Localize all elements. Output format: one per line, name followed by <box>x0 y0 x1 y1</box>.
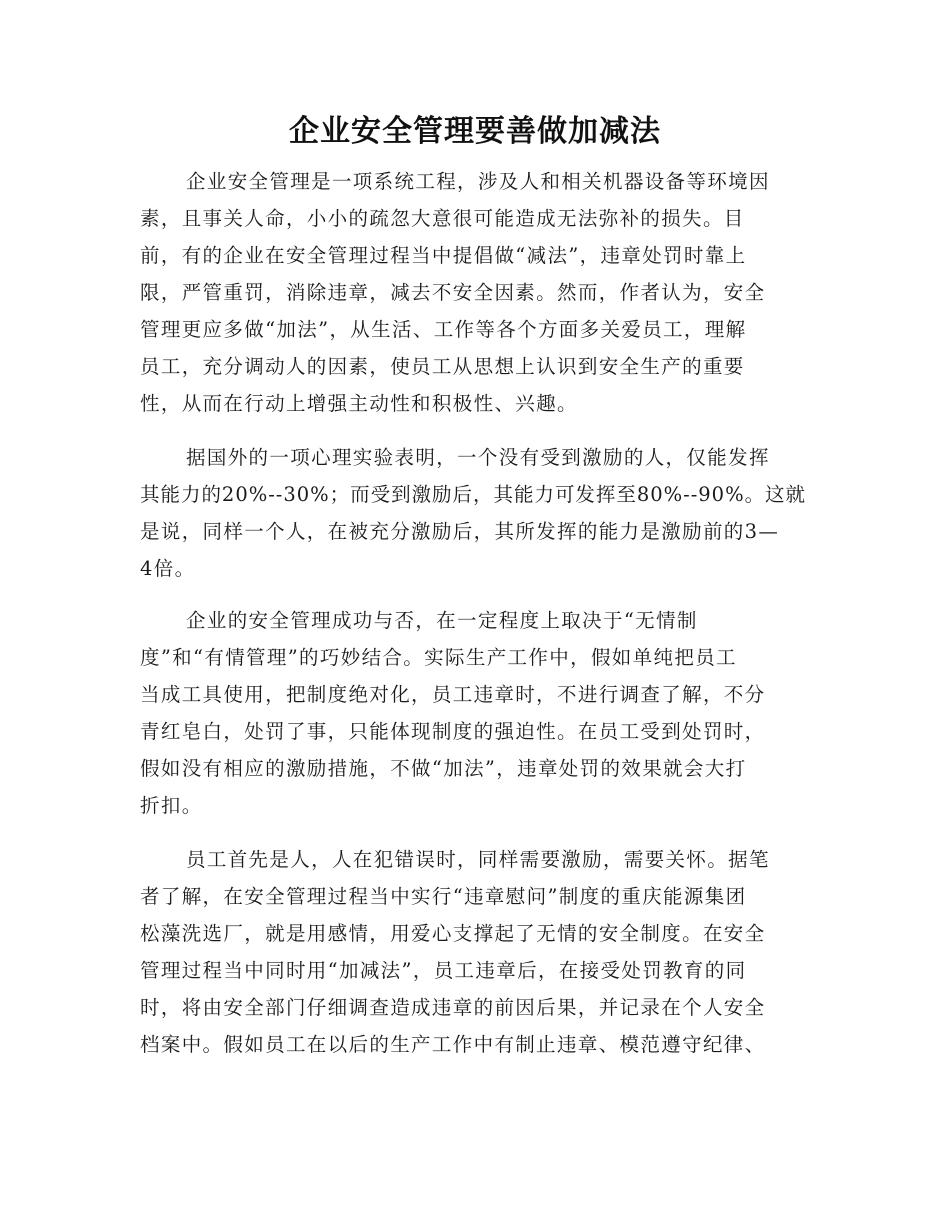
paragraph-line: 据国外的一项心理实验表明，一个没有受到激励的人，仅能发挥 <box>186 446 770 469</box>
paragraph-line: 限，严管重罚，消除违章，减去不安全因素。然而，作者认为，安全 <box>140 281 766 304</box>
paragraph-line: 当成工具使用，把制度绝对化，员工违章时，不进行调查了解，不分 <box>140 683 766 706</box>
paragraph-line: 青红皂白，处罚了事，只能体现制度的强迫性。在员工受到处罚时， <box>140 720 766 743</box>
paragraph-line: 度”和“有情管理”的巧妙结合。实际生产工作中，假如单纯把员工 <box>140 646 737 669</box>
paragraph-line: 时，将由安全部门仔细调查造成违章的前因后果，并记录在个人安全 <box>140 996 766 1019</box>
paragraph-line: 其能力的20%--30%；而受到激励后，其能力可发挥至80%--90%。这就 <box>140 483 807 506</box>
paragraph-line: 员工首先是人，人在犯错误时，同样需要激励，需要关怀。据笔 <box>186 848 770 871</box>
paragraph-line: 是说，同样一个人，在被充分激励后，其所发挥的能力是激励前的3— <box>140 520 780 543</box>
paragraph-line: 前，有的企业在安全管理过程当中提倡做“减法”，违章处罚时靠上 <box>140 244 747 267</box>
paragraph-line: 折扣。 <box>140 794 203 817</box>
paragraph-line: 性，从而在行动上增强主动性和积极性、兴趣。 <box>140 392 578 415</box>
paragraph-line: 素，且事关人命，小小的疏忽大意很可能造成无法弥补的损失。目 <box>140 207 745 230</box>
paragraph-line: 企业安全管理是一项系统工程，涉及人和相关机器设备等环境因 <box>186 170 770 193</box>
paragraph-line: 假如没有相应的激励措施，不做“加法”，违章处罚的效果就会大打 <box>140 757 747 780</box>
paragraph-line: 松藻洗选厂，就是用感情，用爱心支撑起了无情的安全制度。在安全 <box>140 922 766 945</box>
document-title: 企业安全管理要善做加减法 <box>289 114 661 149</box>
paragraph-line: 企业的安全管理成功与否，在一定程度上取决于“无情制 <box>186 609 698 632</box>
paragraph-line: 管理过程当中同时用“加减法”，员工违章后，在接受处罚教育的同 <box>140 959 747 982</box>
paragraph-line: 档案中。假如员工在以后的生产工作中有制止违章、模范遵守纪律、 <box>140 1033 766 1056</box>
paragraph-line: 4倍。 <box>140 557 196 580</box>
paragraph-line: 者了解，在安全管理过程当中实行“违章慰问”制度的重庆能源集团 <box>140 885 747 908</box>
paragraph-line: 管理更应多做“加法”，从生活、工作等各个方面多关爱员工，理解 <box>140 318 747 341</box>
paragraph-line: 员工，充分调动人的因素，使员工从思想上认识到安全生产的重要 <box>140 355 745 378</box>
